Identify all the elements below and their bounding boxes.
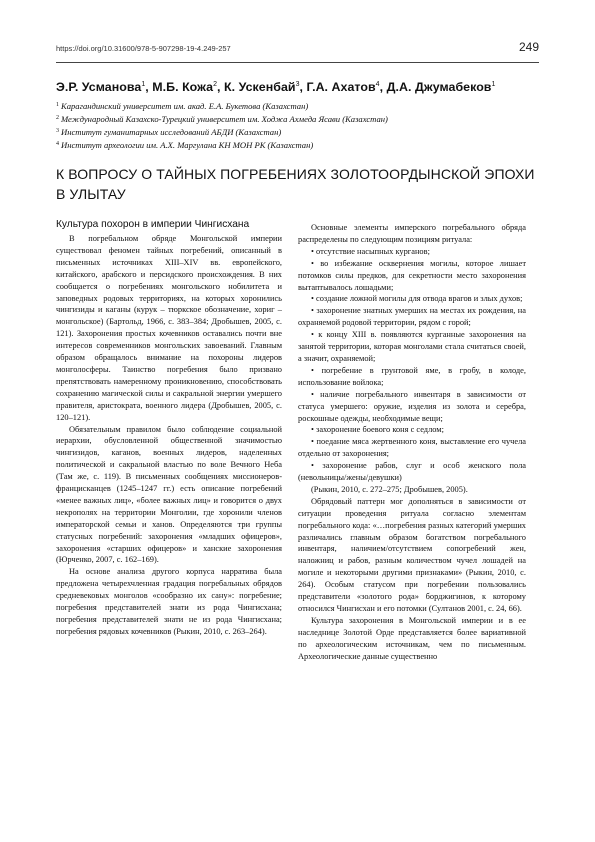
doi-link[interactable]: https://doi.org/10.31600/978-5-907298-19-4.249-257: [56, 44, 231, 53]
affiliation-text: Карагандинский университет им. акад. Е.А. Букетова (Казахстан): [61, 101, 309, 111]
affiliation-mark: 2: [56, 115, 59, 121]
body-paragraph: Основные элементы имперского погребального обряда распределены по следующим позициям ритуала:: [298, 223, 526, 244]
list-item: • к концу XIII в. появляются курганные захоронения на занятой территории, которая монголами стала считаться своей, а значит, охраняемой;: [298, 330, 526, 363]
author-name: Д.А. Джумабеков: [386, 80, 492, 94]
author-affil-mark: 3: [295, 81, 300, 88]
list-item: • создание ложной могилы для отвода врагов и злых духов;: [311, 294, 523, 304]
right-column: [298, 222, 526, 663]
author-affil-mark: 2: [213, 81, 218, 88]
affiliation: [56, 138, 546, 151]
body-paragraph: Обязательным правилом было соблюдение социальной иерархии, обусловленной общественной значимостью чингизидов, каганов, военных лидеров, наделенных политической и сакральной властью по воле Вечного Неба (Там же, с. 119). В письменных сообщениях миссионеров-францисканцев (1245–1247 гг.) есть описание погребений «менее важных лиц», «более важных лиц» и говорится о двух некрополях на территории Монголии, где хоронили членов императорской семьи и ханов. Определяются три группы статусных погребений: захоронения «младших офицеров», захоронения «старших офицеров» и ханские захоронения (Юрченко, 2007, с. 162–169).: [56, 424, 282, 565]
affiliation-list: [56, 99, 546, 151]
header-divider: [56, 62, 539, 63]
author-name: К. Ускенбай: [224, 80, 296, 94]
affiliation: [56, 99, 546, 112]
running-header: [56, 40, 539, 60]
author-affil-mark: 1: [491, 81, 496, 88]
article-title: К ВОПРОСУ О ТАЙНЫХ ПОГРЕБЕНИЯХ ЗОЛОТООРДЫНСКОЙ ЭПОХИ В УЛЫТАУ: [56, 166, 535, 202]
body-paragraph: В погребальном обряде Монгольской империи существовал феномен тайных погребений, описанный в письменных источниках XIII–XIV вв. европейского, китайского, арабского и персидского происхождения. В них сообщается о погребениях монгольского нобилитета и заповедных родовых территориях, на которых хоронились чингизиды и каганы (курук – тюркское обозначение, хориг – монгольское) (Бартольд, 1966, с. 383–384; Дробышев, 2005, с. 121). Захоронения простых кочевников оставались почти вне интересов современников монгольских завоеваний. Главным образом обращалось внимание на похороны лидеров монголосферы. Таинство погребения было призвано препятствовать намеренному проникновению, способствовать сохранению магической силы и сакральной энергии умершего правителя, аристократа, военного лидера (Дробышев, 2005, с. 120–121).: [56, 234, 282, 422]
author-affil-mark: 4: [375, 81, 380, 88]
body-paragraph: На основе анализа другого корпуса нарратива была предложена четырехчленная градация погребальных обрядов средневековых монголов «сообразно их сану»: погребение; погребения представителей знати из рода Чингисхана; погребения представителей знати не из рода Чингисхана; погребения рядовых кочевников (Рыкин, 2010, с. 263–264).: [56, 567, 282, 636]
list-item: • поедание мяса жертвенного коня, выставление его чучела отдельно от захоронения;: [298, 437, 526, 459]
list-item: • захоронение знатных умерших на местах их рождения, на охраняемой родовой территории, рядом с горой;: [298, 306, 526, 328]
list-item: • во избежание осквернения могилы, которое лишает потомков силы предков, для секретности место захоронения вытаптывалось лошадьми;: [298, 258, 526, 292]
body-paragraph: Обрядовый паттерн мог дополняться в зависимости от ситуации проведения ритуала согласно элементам погребального кода: «…погребения разных категорий умерших различались главным образом богатством погребального инвентаря, наличием/отсутствием сопогребений жен, наложниц и рабов, разным количеством чучел лошадей на могиле и некоторыми другими признаками» (Рыкин, 2010, с. 264). Особым статусом при погребении пользовались представители «золотого рода» борджигинов, к которому относился Чингисхан и его потомки (Султанов 2001, с. 24, 66).: [298, 496, 526, 613]
author-name: М.Б. Кожа: [152, 80, 214, 94]
list-item: • наличие погребального инвентаря в зависимости от статуса умершего: оружие, изделия из золота и серебра, роскошные одежды, необходимые вещи;: [298, 389, 526, 423]
affiliation: [56, 112, 546, 125]
list-item: • погребение в грунтовой яме, в гробу, в колоде, использование войлока;: [298, 365, 526, 387]
affiliation-mark: 4: [56, 141, 59, 147]
affiliation: [56, 125, 546, 138]
list-item: • захоронение рабов, слуг и особ женского пола (невольницы/жены/девушки): [298, 461, 526, 483]
affiliation-text: Институт археологии им. А.Х. Маргулана КН МОН РК (Казахстан): [61, 140, 314, 150]
section-heading: Культура похорон в империи Чингисхана: [56, 219, 250, 230]
list-item: • захоронение боевого коня с седлом;: [311, 425, 444, 435]
body-paragraph: Культура захоронения в Монгольской империи и в ее наследнице Золотой Орде представляется более вариативной по археологическим источникам, чем по письменным. Археологические данные существенно: [298, 615, 526, 661]
affiliation-text: Институт гуманитарных исследований АБДИ (Казахстан): [61, 127, 282, 137]
author-name: Э.Р. Усманова: [56, 80, 142, 94]
author-affil-mark: 1: [141, 81, 146, 88]
author-name: Г.А. Ахатов: [306, 80, 376, 94]
affiliation-mark: 1: [56, 102, 59, 108]
affiliation-mark: 3: [56, 128, 59, 134]
list-item: • отсутствие насыпных курганов;: [311, 246, 430, 256]
left-column: [56, 218, 282, 638]
author-list: Э.Р. Усманова$^1$, М.Б. Кожа$^2$, К. Ускенбай$^3$, Г.А. Ахатов$^4$, Д.А. Джумабеков$^1$: [56, 80, 496, 94]
affiliation-text: Международный Казахско-Турецкий университет им. Ходжа Ахмеда Ясави (Казахстан): [61, 114, 388, 124]
citation: (Рыкин, 2010, с. 272–275; Дробышев, 2005).: [311, 484, 468, 494]
page-number: 249: [518, 40, 539, 54]
